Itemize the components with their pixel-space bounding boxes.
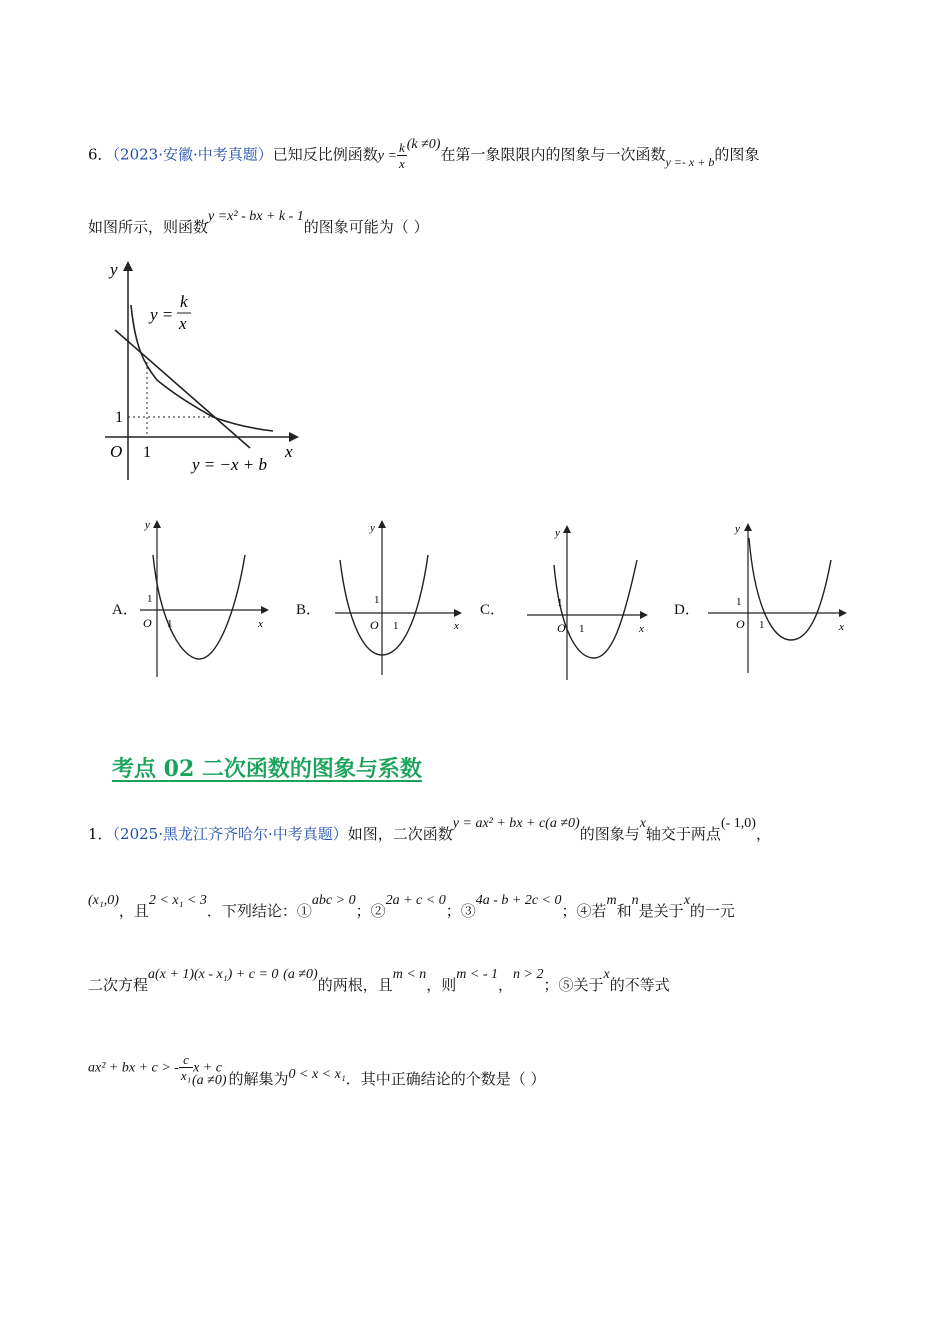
svg-text:y: y bbox=[145, 519, 150, 531]
main-y-label: y bbox=[110, 260, 118, 279]
hyperbola-label-num: k bbox=[180, 292, 188, 311]
hyperbola-label-y: y = bbox=[150, 305, 174, 324]
q1-text: 轴交于两点 bbox=[645, 825, 721, 843]
q1-result-n: n > 2 bbox=[513, 967, 544, 982]
q1-text: 和 bbox=[616, 902, 632, 920]
main-origin-label: O bbox=[110, 442, 123, 461]
q6-text2: 在第一象限限内的图象与一次函数 bbox=[440, 145, 666, 164]
q1-line1 bbox=[88, 816, 771, 844]
q1-text: ，则 bbox=[426, 976, 457, 994]
svg-text:1: 1 bbox=[579, 623, 585, 635]
q1-condition-mn: m < n bbox=[392, 967, 427, 982]
q1-solution-set: 0 < x < x₁ bbox=[288, 1066, 346, 1082]
q6-formula-y: y = bbox=[377, 148, 397, 164]
q6-text3: 的图象 bbox=[714, 145, 760, 164]
option-c-graph bbox=[522, 520, 657, 685]
q6-formula-linear: y =- x + b bbox=[665, 154, 715, 169]
q1-source: （2025·黑龙江齐齐哈尔·中考真题） bbox=[112, 825, 348, 843]
q1-text: 的不等式 bbox=[609, 976, 670, 994]
q1-inequality-right: x + c bbox=[193, 1060, 223, 1076]
q6-formula-condition: (k ≠0) bbox=[406, 136, 441, 152]
q6-line2 bbox=[88, 209, 429, 237]
q1-line2 bbox=[88, 893, 735, 921]
q1-var-m: m bbox=[606, 893, 617, 908]
q1-text: ；③ bbox=[445, 902, 476, 920]
q6-formula-quadratic: y =x² - bx + k - 1 bbox=[208, 209, 304, 224]
q1-text: 的一元 bbox=[689, 902, 735, 920]
svg-text:O: O bbox=[370, 618, 379, 632]
svg-text:O: O bbox=[736, 617, 745, 631]
q1-number: 1． bbox=[88, 825, 113, 843]
q6-text5: 的图象可能为（ ） bbox=[303, 218, 429, 236]
q6-source: （2023·安徽·中考真题） bbox=[112, 145, 273, 164]
q1-conclusion-3: 4a - b + 2c < 0 bbox=[475, 893, 562, 908]
q1-line4 bbox=[88, 1052, 574, 1088]
svg-text:x: x bbox=[454, 620, 459, 632]
q1-text: ， bbox=[755, 825, 771, 843]
q1-text: 二次方程 bbox=[88, 976, 149, 994]
option-a-label: A． bbox=[112, 602, 138, 618]
q1-text: ， bbox=[498, 976, 514, 994]
q6-text1: 已知反比例函数 bbox=[272, 145, 378, 164]
option-b-label: B． bbox=[296, 602, 322, 618]
option-c-label: C． bbox=[480, 602, 506, 618]
q1-text: 如图，二次函数 bbox=[347, 825, 453, 843]
q1-fraction-c-x1: $\frac{c}{\text{x₁}}$ bbox=[180, 1052, 192, 1083]
svg-text:y: y bbox=[370, 522, 375, 534]
q1-text: ；⑤关于 bbox=[543, 976, 604, 994]
svg-text:1: 1 bbox=[393, 620, 399, 632]
svg-text:O: O bbox=[143, 616, 152, 630]
q6-fraction-k-x: $\frac{k}{x}$ bbox=[398, 140, 405, 171]
q1-text: ，且 bbox=[118, 902, 149, 920]
main-tick-y-label: 1 bbox=[115, 409, 123, 426]
q1-line3 bbox=[88, 967, 670, 995]
svg-text:1: 1 bbox=[557, 597, 563, 609]
q1-conclusion-2: 2a + c < 0 bbox=[385, 893, 446, 908]
main-graph bbox=[95, 255, 310, 485]
q1-text: 的两根，且 bbox=[317, 976, 393, 994]
section-heading: 考点 02 二次函数的图象与系数 bbox=[112, 756, 422, 782]
q1-formula-quadratic: y = ax² + bx + c(a ≠0) bbox=[452, 816, 580, 831]
option-d-graph bbox=[703, 518, 853, 678]
svg-text:x: x bbox=[258, 618, 263, 630]
q1-var-x: x bbox=[639, 816, 646, 831]
svg-text:1: 1 bbox=[147, 593, 153, 605]
linear-label: y = −x + b bbox=[192, 455, 268, 474]
svg-text:x: x bbox=[839, 621, 844, 633]
q1-text: 是关于 bbox=[638, 902, 684, 920]
q1-var-x: x bbox=[683, 893, 690, 908]
svg-text:x: x bbox=[639, 623, 644, 635]
q6-line1 bbox=[88, 136, 760, 171]
q1-text: ．下列结论：① bbox=[206, 902, 312, 920]
option-b-graph bbox=[330, 515, 470, 685]
q1-text: ．其中正确结论的个数是（ ） bbox=[345, 1069, 546, 1088]
q1-conclusion-1: abc > 0 bbox=[311, 893, 356, 908]
q1-inequality-left: ax² + bx + c > - bbox=[88, 1060, 179, 1076]
q1-equation: a(x + 1)(x - x₁) + c = 0 bbox=[148, 967, 279, 982]
svg-text:1: 1 bbox=[374, 594, 380, 606]
svg-text:1: 1 bbox=[759, 619, 765, 631]
linear-line bbox=[115, 330, 250, 448]
svg-text:1: 1 bbox=[167, 618, 173, 630]
q1-var-x: x bbox=[603, 967, 610, 982]
main-y-arrow bbox=[123, 261, 133, 271]
svg-text:1: 1 bbox=[736, 596, 742, 608]
q1-text: 的图象与 bbox=[579, 825, 640, 843]
option-d-label: D． bbox=[674, 602, 700, 618]
q1-equation-condition: (a ≠0) bbox=[283, 967, 318, 982]
q1-text: ；② bbox=[355, 902, 386, 920]
q1-condition-x1: 2 < x₁ < 3 bbox=[148, 893, 207, 908]
svg-text:y: y bbox=[735, 523, 740, 535]
svg-text:y: y bbox=[555, 527, 560, 539]
q1-inequality-condition: (a ≠0) bbox=[192, 1072, 227, 1088]
option-a-graph bbox=[135, 515, 275, 685]
q1-point1: (- 1,0) bbox=[720, 816, 756, 831]
main-tick-x-label: 1 bbox=[143, 444, 151, 461]
q1-point2: (x₁,0) bbox=[88, 893, 119, 908]
svg-text:O: O bbox=[557, 621, 566, 635]
hyperbola-label-den: x bbox=[179, 314, 187, 333]
main-x-arrow bbox=[289, 432, 299, 442]
q1-result-m: m < - 1 bbox=[456, 967, 499, 982]
q1-var-n: n bbox=[631, 893, 639, 908]
q6-text4: 如图所示，则函数 bbox=[88, 218, 209, 236]
q1-text: 的解集为 bbox=[228, 1069, 289, 1088]
q6-number: 6． bbox=[88, 145, 113, 164]
main-x-label: x bbox=[285, 442, 293, 461]
q1-text: ；④若 bbox=[561, 902, 607, 920]
